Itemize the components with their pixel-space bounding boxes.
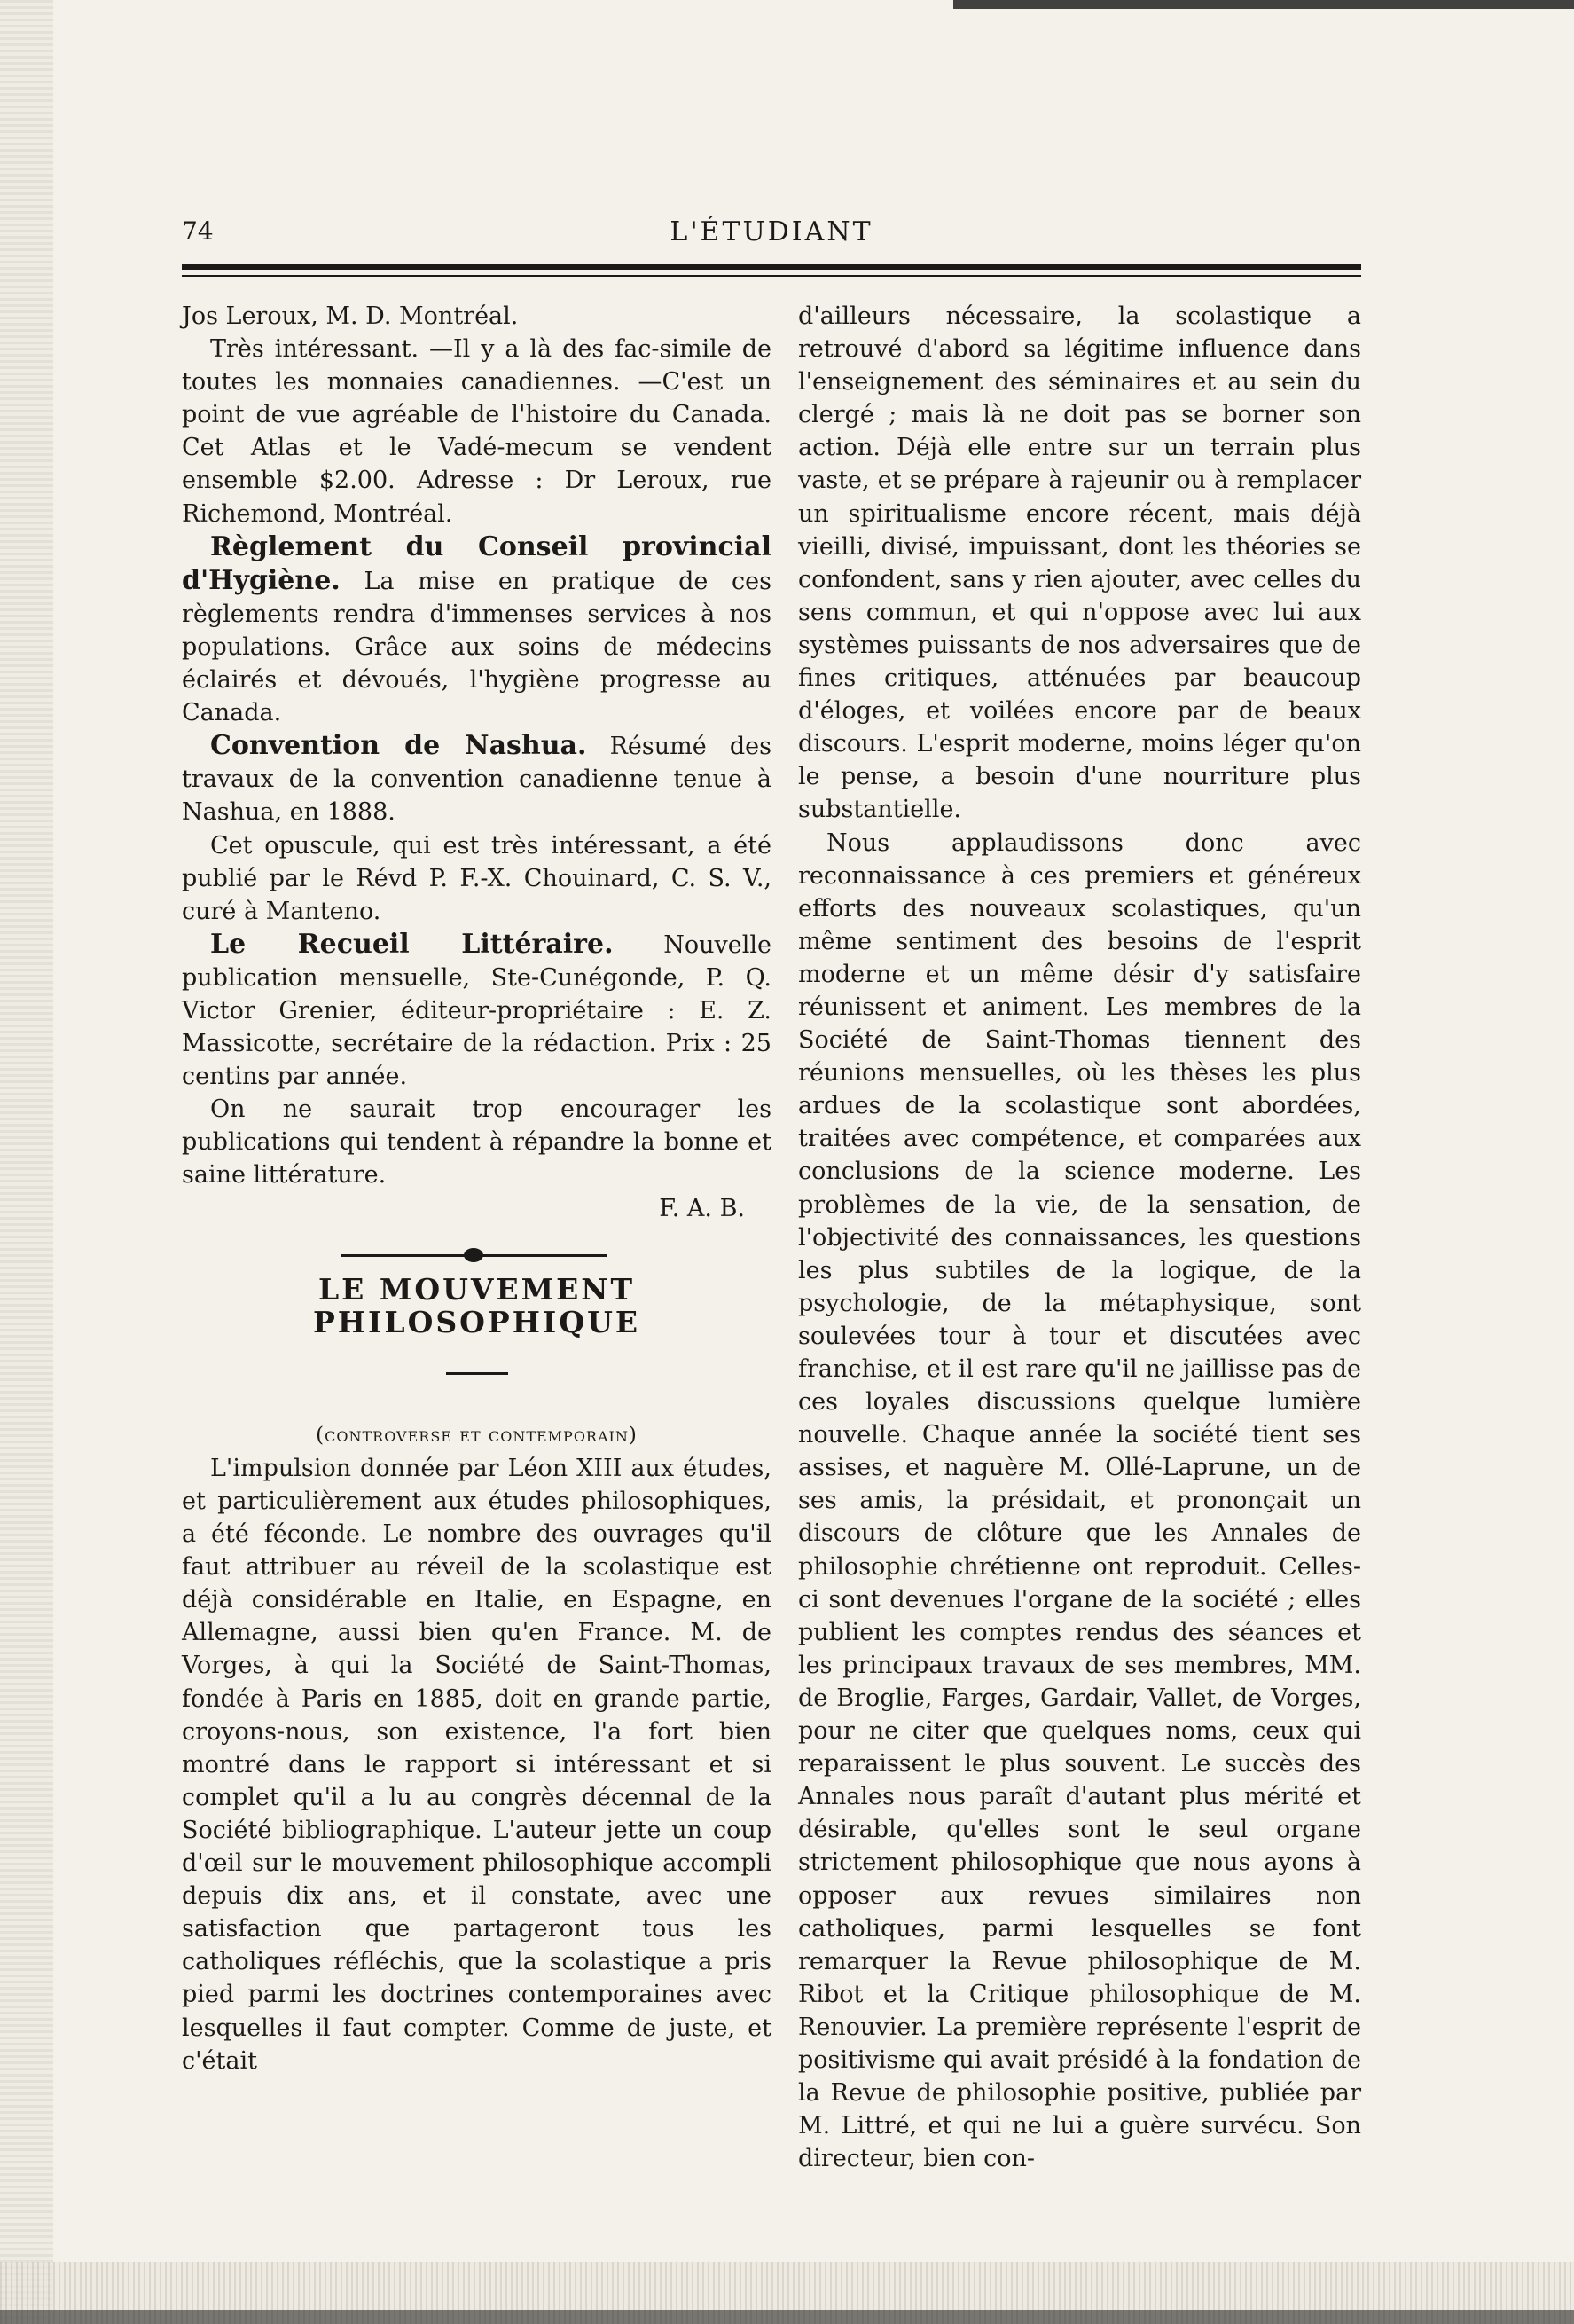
entry-title: Règlement du Conseil provincial d'Hygiène. bbox=[182, 530, 771, 596]
article-paragraph: L'impulsion donnée par Léon XIII aux études, et particulièrement aux études philosophiques, a été féconde. Le nombre des ouvrages qu'il faut attribuer au réveil de la scolastique est déjà considérable en Italie, en Espagne, en Allemagne, aussi bien qu'en France. M. de Vorges, à qui la Société de Saint-Thomas, fondée à Paris en 1885, doit en grande partie, croyons-nous, son existence, l'a fort bien montré dans le rapport si intéressant et si complet qu'il a lu au congrès décennal de la Société bibliographique. L'auteur jette un coup d'œil sur le mouvement philosophique accompli depuis dix ans, et il constate, avec une satisfaction que partageront tous les catholiques réfléchis, que la scolastique a pris pied parmi les doctrines contemporaines avec lesquelles il faut compter. Comme de juste, et c'était bbox=[182, 1454, 771, 2075]
author-line: Jos Leroux, M. D. Montréal. bbox=[182, 302, 519, 330]
page-number: 74 bbox=[182, 216, 214, 246]
section-title: LE MOUVEMENT PHILOSOPHIQUE bbox=[312, 1271, 641, 1339]
page-header bbox=[182, 213, 1361, 257]
entry-reglement bbox=[182, 530, 771, 730]
entry-recueil-note: On ne saurait trop encourager les publications qui tendent à répandre la bonne et saine littérature. bbox=[182, 1095, 771, 1189]
bottom-edge-rule bbox=[0, 2310, 1574, 2324]
entry-recueil bbox=[182, 928, 771, 1093]
article-paragraph: Nous applaudissons donc avec reconnaissance à ces premiers et généreux efforts des nouveaux scolastiques, qu'un même sentiment des besoins de l'esprit moderne et un même désir d'y satisfaire réunissent et animent. Les membres de la Société de Saint-Thomas tiennent des réunions mensuelles, où les thèses les plus ardues de la scolastique sont abordées, traitées avec compétence, et comparées aux conclusions de la science moderne. Les problèmes de la vie, de la sensation, de l'objectivité des connaissances, les questions les plus subtiles de la logique, de la psychologie, de la métaphysique, sont soulevées tour à tour et discutées avec franchise, et il est rare qu'il ne jaillisse pas de ces loyales discussions quelque lumière nouvelle. Chaque année la société tient ses assises, et naguère M. Ollé-Laprune, un de ses amis, la présidait, et prononçait un discours de clôture que les Annales de philosophie chrétienne ont reproduit. Celles-ci sont devenues l'organe de la société ; elles publient les comptes rendus des séances et les principaux travaux de ses membres, MM. de Broglie, Farges, Gardair, Vallet, de Vorges, pour ne citer que quelques noms, ceux qui reparaissent le plus souvent. Le succès des Annales nous paraît d'autant plus mérité et désirable, qu'elles sont le seul organe strictement philosophique que nous ayons à opposer aux revues similaires non catholiques, parmi lesquelles se font remarquer la Revue philosophique de M. Ribot et la Critique philosophique de M. Renouvier. La première représente l'esprit de positivisme qui avait présidé à la fondation de la Revue de philosophie positive, publiée par M. Littré, et qui ne lui a guère survécu. Son directeur, bien con- bbox=[798, 828, 1361, 2173]
section-rule bbox=[446, 1372, 508, 1375]
signature: F. A. B. bbox=[659, 1194, 745, 1222]
entry-body: Résumé des travaux de la convention canadienne tenue à Nashua, en 1888. bbox=[182, 733, 771, 827]
entry-title: Le Recueil Littéraire. bbox=[210, 928, 614, 960]
section-subtitle: (controverse et contemporain) bbox=[316, 1423, 638, 1447]
entry-convention-note: Cet opuscule, qui est très intéressant, a été publié par le Révd P. F.-X. Chouinard, C. S. V., curé à Manteno. bbox=[182, 831, 771, 925]
right-column bbox=[798, 300, 1361, 2175]
entry-convention bbox=[182, 729, 771, 828]
page-edge-shadow bbox=[0, 0, 53, 2324]
ornament-dot bbox=[464, 1248, 483, 1262]
left-column bbox=[182, 300, 771, 2077]
article-paragraph: d'ailleurs nécessaire, la scolastique a retrouvé d'abord sa légitime influence dans l'enseignement des séminaires et au sein du clergé ; mais là ne doit pas se borner son action. Déjà elle entre sur un terrain plus vaste, et se prépare à rajeunir ou à remplacer un spiritualisme encore récent, mais déjà vieilli, divisé, impuissant, dont les théories se confondent, sans y rien ajouter, avec celles du sens commun, et qui n'oppose avec lui aux systèmes puissants de nos adversaires que de fines critiques, atténuées par beaucoup d'éloges, et voilées encore par de beaux discours. L'esprit moderne, moins léger qu'on le pense, a besoin d'une nourriture plus substantielle. bbox=[798, 302, 1361, 824]
entry-body: La mise en pratique de ces règlements rendra d'immenses services à nos populations. Grâce aux soins de médecins éclairés et dévoués, l'hygiène progresse au Canada. bbox=[182, 567, 771, 727]
entry-body: Nouvelle publication mensuelle, Ste-Cunégonde, P. Q. Victor Grenier, éditeur-propriétaire : E. Z. Massicotte, secrétaire de la rédaction. Prix : 25 centins par année. bbox=[182, 930, 771, 1091]
section-ornament bbox=[182, 1237, 771, 1273]
running-title: L'ÉTUDIANT bbox=[670, 216, 873, 247]
review-paragraph: Très intéressant. —Il y a là des fac-simile de toutes les monnaies canadiennes. —C'est un point de vue agréable de l'histoire du Canada. Cet Atlas et le Vadé-mecum se vendent ensemble $2.00. Adresse : Dr Leroux, rue Richemond, Montréal. bbox=[182, 335, 771, 528]
header-rule-thin bbox=[182, 275, 1361, 277]
header-rule bbox=[182, 264, 1361, 270]
entry-title: Convention de Nashua. bbox=[210, 730, 587, 762]
top-edge-rule bbox=[953, 0, 1574, 9]
